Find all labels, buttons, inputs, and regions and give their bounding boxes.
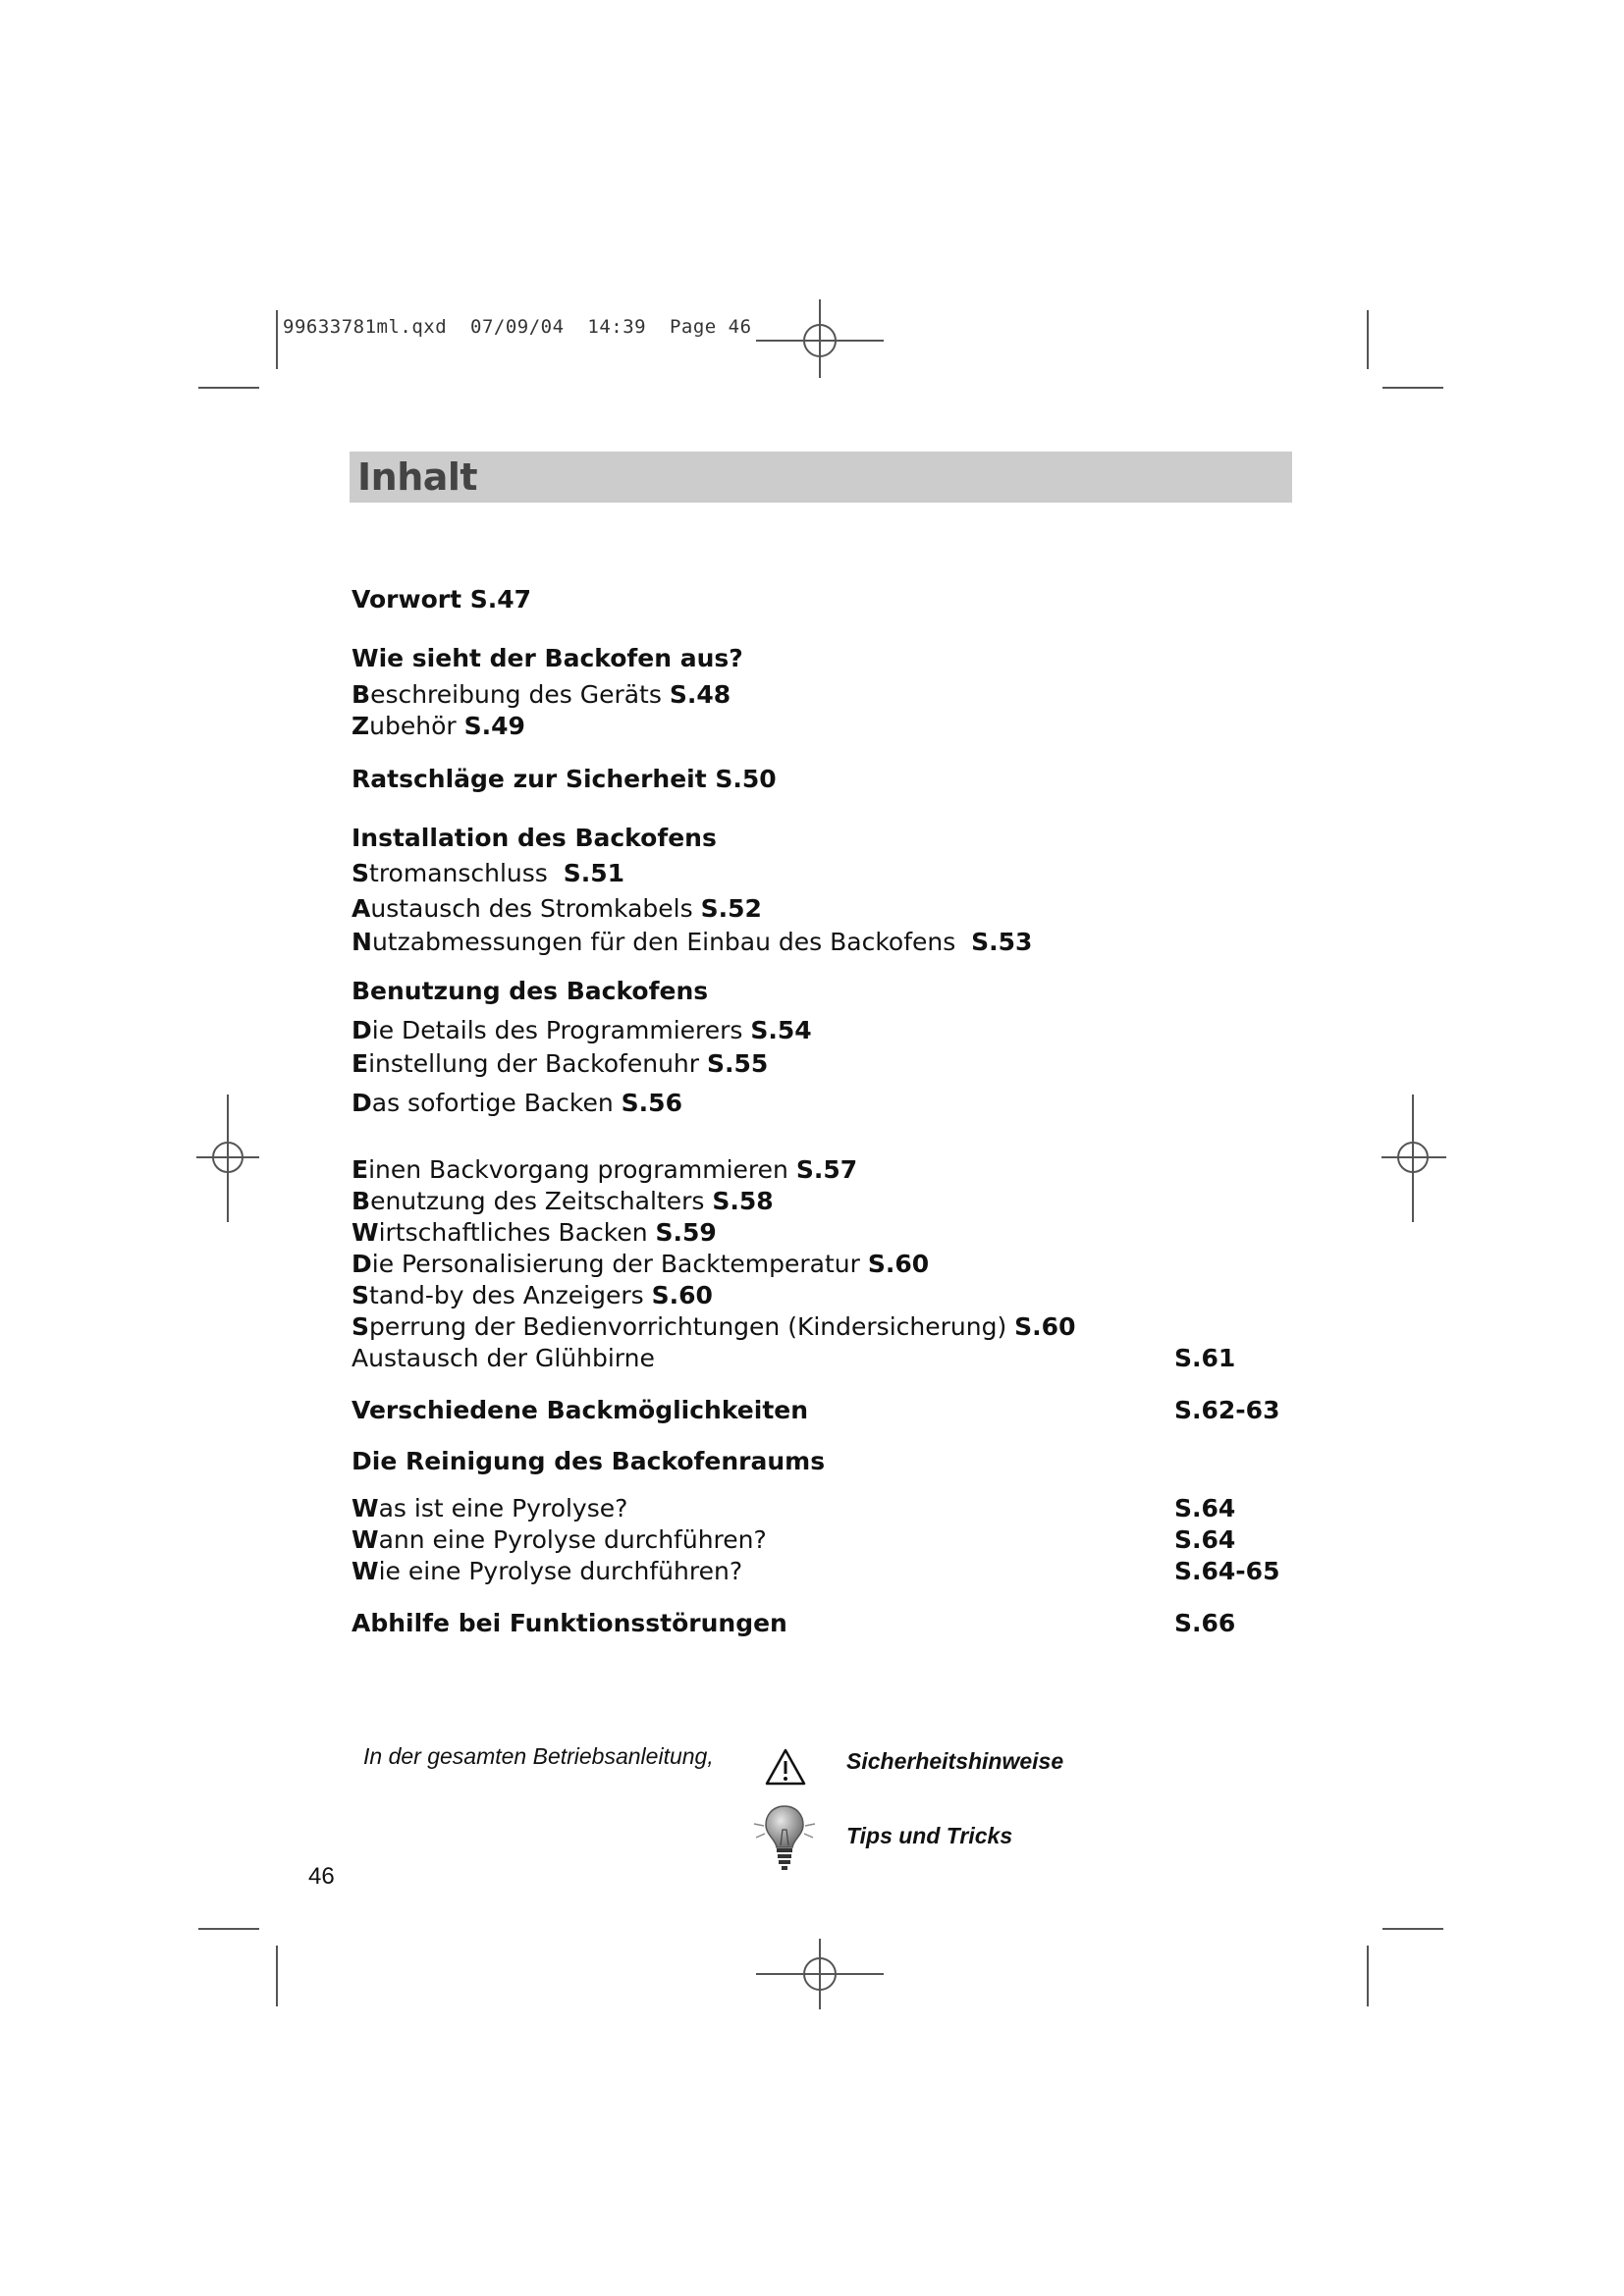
toc-entry-text: Austausch der Glühbirne — [352, 1344, 655, 1372]
toc-entry-text: perrung der Bedienvorrichtungen (Kindersicherung) — [369, 1312, 1015, 1341]
toc-entry — [352, 764, 777, 795]
print-slug: 99633781ml.qxd 07/09/04 14:39 Page 46 — [283, 316, 752, 338]
toc-entry-initial: W — [352, 1218, 379, 1247]
toc-entry-initial: E — [352, 1155, 369, 1184]
toc-entry — [352, 679, 731, 711]
toc-page-ref: S.57 — [795, 1155, 858, 1184]
toc-page-ref: S.64 — [1174, 1525, 1236, 1554]
toc-page-ref: S.66 — [1174, 1609, 1236, 1637]
toc-entry — [352, 1524, 767, 1556]
toc-entry — [352, 1217, 717, 1249]
toc-page-ref: S.58 — [712, 1187, 774, 1215]
toc-page-ref: S.64-65 — [1174, 1557, 1280, 1585]
toc-entry-initial: D — [352, 1016, 372, 1044]
registration-mark-bottom — [756, 1939, 884, 2017]
toc-entry — [352, 584, 531, 615]
toc-entry — [352, 1088, 682, 1119]
toc-entry-text: as sofortige Backen — [371, 1089, 622, 1117]
toc-entry — [352, 643, 743, 674]
toc-entry — [352, 711, 525, 742]
toc-entry — [352, 1015, 812, 1046]
registration-mark-top — [756, 299, 884, 388]
toc-page-ref: S.52 — [700, 894, 762, 923]
toc-page-ref: S.62-63 — [1174, 1396, 1280, 1424]
warning-triangle-icon — [764, 1747, 807, 1787]
toc-page-ref: S.50 — [715, 765, 777, 793]
toc-entry — [352, 1493, 627, 1524]
toc-page-ref: S.56 — [621, 1089, 682, 1117]
toc-page-ref: S.48 — [669, 680, 731, 709]
toc-entry-text: ie Details des Programmierers — [371, 1016, 751, 1044]
toc-entry-text: ustausch des Stromkabels — [370, 894, 701, 923]
registration-mark-right — [1380, 1095, 1448, 1222]
toc-entry-text: Installation des Backofens — [352, 824, 717, 852]
toc-entry-text: eschreibung des Geräts — [370, 680, 670, 709]
legend-tips: Tips und Tricks — [846, 1823, 1013, 1848]
toc-entry — [352, 893, 762, 925]
toc-entry — [352, 976, 708, 1007]
toc-page-ref: S.60 — [1014, 1312, 1076, 1341]
toc-entry-initial: B — [352, 680, 371, 709]
toc-entry-initial: W — [352, 1525, 379, 1554]
toc-entry-text: Verschiedene Backmöglichkeiten — [352, 1396, 809, 1424]
toc-entry-initial: D — [352, 1250, 372, 1278]
toc-entry-initial: W — [352, 1557, 379, 1585]
toc-entry-text: tand-by des Anzeigers — [369, 1281, 652, 1309]
toc-entry-text: Abhilfe bei Funktionsstörungen — [352, 1609, 787, 1637]
toc-entry-text: Wie sieht der Backofen aus? — [352, 644, 743, 672]
toc-entry-text: Benutzung des Backofens — [352, 977, 709, 1005]
toc-page-ref: S.60 — [867, 1250, 930, 1278]
toc-entry-text: irtschaftliches Backen — [378, 1218, 656, 1247]
toc-entry-text: instellung der Backofenuhr — [368, 1049, 707, 1078]
page-number: 46 — [308, 1863, 335, 1890]
toc-page-ref: S.49 — [463, 712, 525, 740]
toc-entry-initial: S — [352, 1281, 370, 1309]
page-title: Inhalt — [357, 455, 478, 499]
toc-entry — [352, 1186, 774, 1217]
legend-safety: Sicherheitshinweise — [846, 1748, 1064, 1774]
toc-entry — [352, 1048, 768, 1080]
toc-entry-initial: S — [352, 1312, 370, 1341]
toc-entry-initial: W — [352, 1494, 379, 1522]
toc-entry — [352, 1343, 655, 1374]
toc-page-ref: S.55 — [707, 1049, 769, 1078]
toc-entry — [352, 1395, 808, 1426]
toc-entry-text: as ist eine Pyrolyse? — [378, 1494, 628, 1522]
toc-entry-text: ie Personalisierung der Backtemperatur — [371, 1250, 868, 1278]
toc-entry — [352, 1311, 1075, 1343]
toc-entry-text: ann eine Pyrolyse durchführen? — [378, 1525, 767, 1554]
toc-page-ref: S.59 — [655, 1218, 717, 1247]
light-bulb-icon — [750, 1802, 819, 1873]
toc-page-ref: S.53 — [971, 928, 1033, 956]
toc-entry-text: enutzung des Zeitschalters — [370, 1187, 713, 1215]
legend-intro: In der gesamten Betriebsanleitung, — [363, 1743, 714, 1769]
toc-entry-initial: D — [352, 1089, 372, 1117]
toc-entry — [352, 1608, 787, 1639]
toc-entry-initial: B — [352, 1187, 371, 1215]
title-bar — [350, 452, 1292, 503]
toc-entry — [352, 858, 624, 889]
toc-entry-text: Vorwort — [352, 585, 470, 614]
toc-entry-text: ie eine Pyrolyse durchführen? — [378, 1557, 743, 1585]
toc-entry-initial: E — [352, 1049, 369, 1078]
toc-page-ref: S.61 — [1174, 1344, 1236, 1372]
toc-page-ref: S.64 — [1174, 1494, 1236, 1522]
registration-mark-left — [196, 1095, 265, 1222]
toc-entry — [352, 1154, 857, 1186]
toc-entry-text: inen Backvorgang programmieren — [368, 1155, 796, 1184]
toc-entry-text: Die Reinigung des Backofenraums — [352, 1447, 826, 1475]
toc-entry — [352, 1556, 742, 1587]
toc-page-ref: S.60 — [651, 1281, 713, 1309]
toc-entry-text: tromanschluss — [369, 859, 564, 887]
toc-page-ref: S.54 — [750, 1016, 812, 1044]
toc-entry — [352, 1249, 929, 1280]
toc-entry-initial: A — [352, 894, 371, 923]
toc-entry — [352, 927, 1032, 958]
toc-entry-initial: S — [352, 859, 370, 887]
toc-page-ref: S.51 — [563, 859, 625, 887]
toc-entry — [352, 1280, 713, 1311]
toc-page-ref: S.47 — [469, 585, 532, 614]
toc-entry-text: Ratschläge zur Sicherheit — [352, 765, 716, 793]
toc-entry-initial: Z — [352, 712, 370, 740]
toc-entry-initial: N — [352, 928, 372, 956]
toc-entry — [352, 823, 717, 854]
toc-entry-text: ubehör — [369, 712, 464, 740]
toc-entry — [352, 1446, 825, 1477]
toc-entry-text: utzabmessungen für den Einbau des Backofens — [371, 928, 972, 956]
